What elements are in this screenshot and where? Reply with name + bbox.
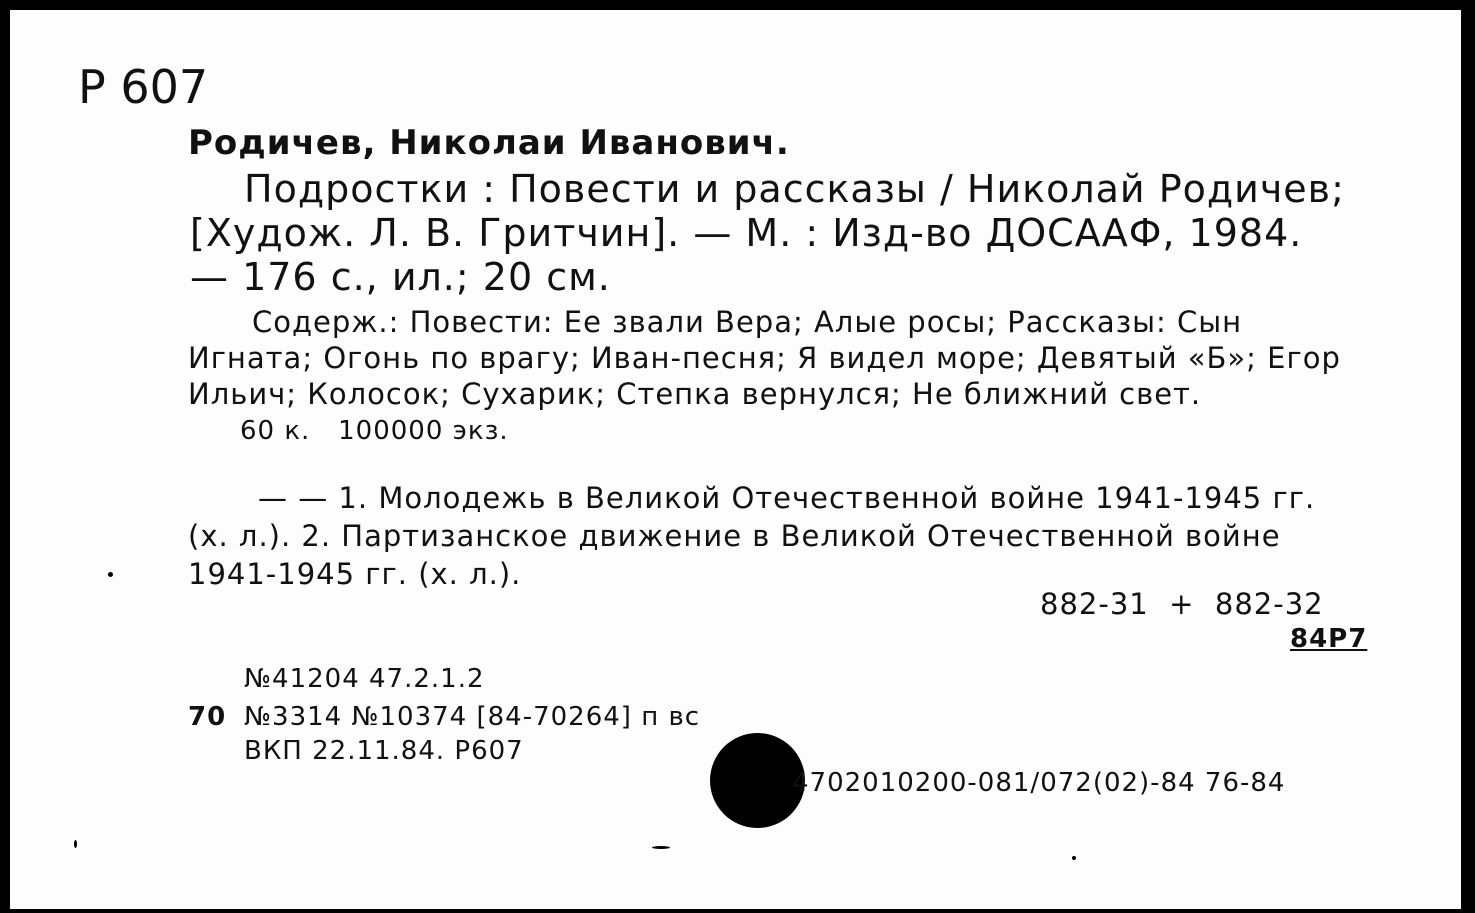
subject-line: (х. л.). 2. Партизанское движение в Великой Отечественной войне: [188, 519, 1281, 553]
classification-code: 882-31 + 882-32: [1040, 587, 1324, 621]
ink-speck: [652, 846, 670, 849]
ink-speck: [108, 572, 113, 577]
ink-speck: [1072, 856, 1076, 860]
card-left-edge: [0, 0, 10, 913]
contents-line: Содерж.: Повести: Ее звали Вера; Алые росы; Рассказы: Сын: [252, 305, 1243, 339]
record-number-line: №3314 №10374 [84-70264] п вс: [244, 702, 701, 732]
record-number-line: №41204 47.2.1.2: [244, 664, 485, 694]
record-date-line: ВКП 22.11.84. Р607: [244, 736, 524, 766]
author-heading: Родичев, Николаи Иванович.: [188, 123, 790, 163]
ink-speck: [74, 840, 77, 848]
card-bottom-edge: [0, 909, 1475, 913]
record-prefix: 70: [188, 702, 227, 732]
punch-hole: [710, 733, 805, 828]
subject-line: 1941-1945 гг. (х. л.).: [188, 557, 522, 591]
card-right-edge: [1461, 0, 1475, 913]
index-code: 84Р7: [1290, 624, 1368, 654]
contents-line: Ильич; Колосок; Сухарик; Степка вернулся; Не ближний свет.: [188, 377, 1202, 411]
title-line: Подростки : Повести и рассказы / Николай Родичев;: [244, 167, 1345, 211]
title-line: [Худож. Л. В. Гритчин]. — М. : Изд-во ДОСААФ, 1984.: [190, 211, 1303, 255]
subject-line: — — 1. Молодежь в Великой Отечественной войне 1941-1945 гг.: [258, 481, 1316, 515]
bottom-code: 4702010200-081/072(02)-84 76-84: [792, 768, 1286, 798]
card-top-edge: [0, 0, 1475, 10]
call-number: Р 607: [78, 60, 209, 114]
contents-line: Игната; Огонь по врагу; Иван-песня; Я видел море; Девятый «Б»; Егор: [188, 341, 1341, 375]
price-print-run: 60 к. 100000 экз.: [240, 416, 509, 446]
title-line: — 176 с., ил.; 20 см.: [190, 255, 611, 299]
